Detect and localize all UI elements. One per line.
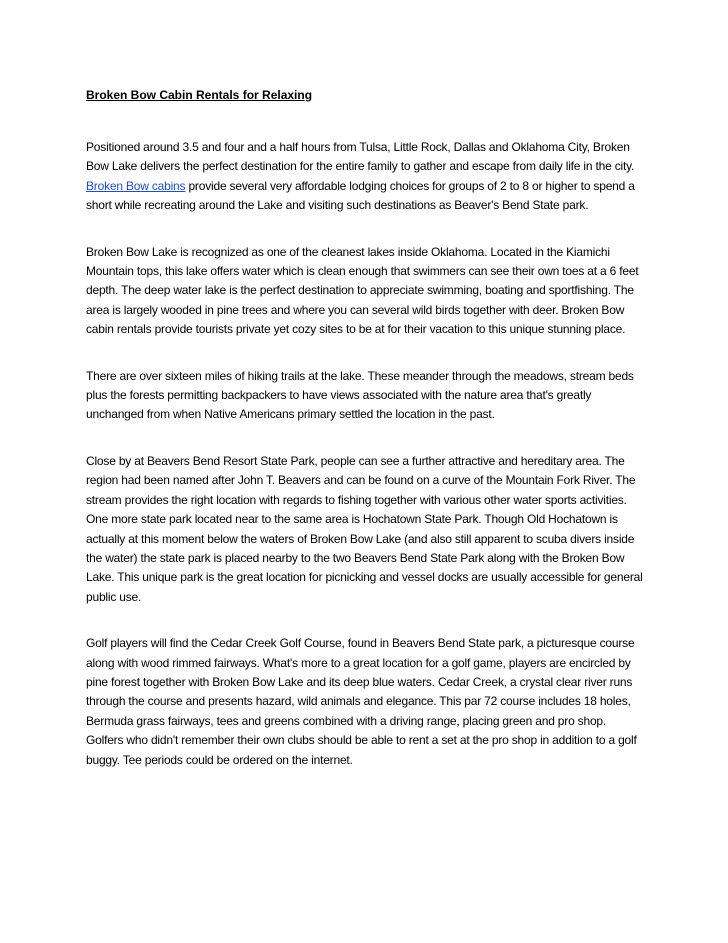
paragraph-3: There are over sixteen miles of hiking trails at the lake. These meander through the meadows, stream beds plus the forests permitting backpackers to have views associated with the nature area that's greatly unchanged from when Native Americans primary settled the location in the past. <box>86 368 634 422</box>
paragraph-1-text-b: provide several very affordable lodging choices for groups of 2 to 8 or higher to spend a short while recreating around the Lake and visiting such destinations as Beaver's Bend State park. <box>86 178 635 213</box>
paragraph-5: Golf players will find the Cedar Creek Golf Course, found in Beavers Bend State park, a picturesque course along with wood rimmed fairways. What's more to a great location for a golf game, players are encircled by pine forest together with Broken Bow Lake and its deep blue waters. Cedar Creek, a crystal clear river runs through the course and presents hazard, wild animals and elegance. This par 72 course includes 18 holes, Bermuda grass fairways, tees and greens combined with a driving range, placing green and pro shop. Golfers who didn't remember their own clubs should be able to rent a set at the pro shop in addition to a golf buggy. Tee periods could be ordered on the internet. <box>86 636 637 767</box>
spacer <box>86 216 646 243</box>
paragraph-4: Close by at Beavers Bend Resort State Park, people can see a further attractive and hereditary area. The region had been named after John T. Beavers and can be found on a curve of the Mountain Fork River. The stream provides the right location with regards to fishing together with various other water sports activities. One more state park located near to the same area is Hochatown State Park. Though Old Hochatown is actually at this moment below the waters of Broken Bow Lake (and also still apparent to scuba divers inside the water) the state park is placed nearby to the two Beavers Bend State Park along with the Broken Bow Lake. This unique park is the great location for picnicking and vessel docks are usually accessible for general public use. <box>86 453 643 604</box>
paragraph-1-text-a: Positioned around 3.5 and four and a half hours from Tulsa, Little Rock, Dallas and Oklahoma City, Broken Bow Lake delivers the perfect destination for the entire family to gather and escape from daily life in the city. <box>86 140 635 174</box>
document-title: Broken Bow Cabin Rentals for Relaxing <box>86 88 313 102</box>
paragraph-2: Broken Bow Lake is recognized as one of the cleanest lakes inside Oklahoma. Located in the Kiamichi Mountain tops, this lake offers water which is clean enough that swimmers can see their own toes at a 6 feet depth. The deep water lake is the perfect destination to appreciate swimming, boating and sportfishing. The area is largely wooded in pine trees and where you can several wild birds together with deer. Broken Bow cabin rentals provide tourists private yet cozy sites to be at for their vacation to this unique stunning place. <box>86 244 639 337</box>
document-page <box>86 86 646 770</box>
spacer <box>86 425 646 452</box>
spacer <box>86 104 646 138</box>
spacer <box>86 340 646 367</box>
broken-bow-cabins-link[interactable]: Broken Bow cabins <box>86 178 186 193</box>
paragraph-1 <box>86 138 646 216</box>
spacer <box>86 607 646 634</box>
